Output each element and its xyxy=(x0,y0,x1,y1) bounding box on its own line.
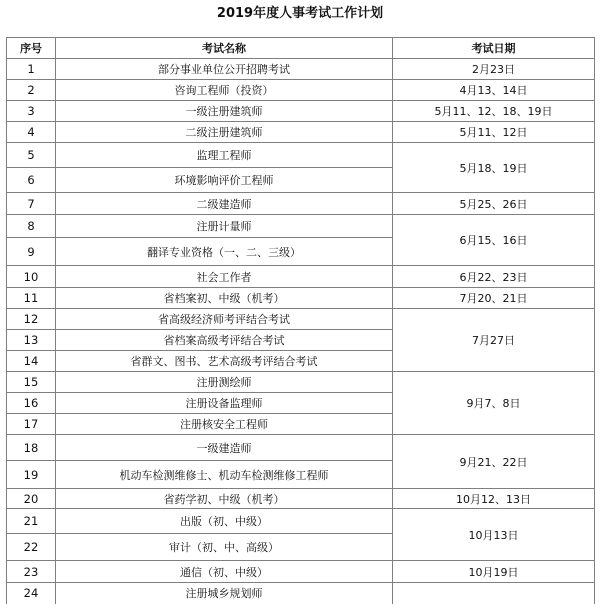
row-number: 17 xyxy=(7,414,56,435)
row-number: 12 xyxy=(7,309,56,330)
table-row xyxy=(7,288,595,309)
row-number: 11 xyxy=(7,288,56,309)
row-number: 18 xyxy=(7,435,56,461)
exam-date: 4月13、14日 xyxy=(393,80,595,101)
exam-date: 10月19日 xyxy=(393,561,595,583)
table-row xyxy=(7,509,595,534)
table-row xyxy=(7,561,595,583)
exam-date: 9月21、22日 xyxy=(393,435,595,489)
exam-name: 二级建造师 xyxy=(56,193,393,215)
exam-name: 审计（初、中、高级） xyxy=(56,534,393,561)
exam-name: 省高级经济师考评结合考试 xyxy=(56,309,393,330)
exam-name: 监理工程师 xyxy=(56,143,393,168)
exam-name: 注册测绘师 xyxy=(56,372,393,393)
exam-date: 6月22、23日 xyxy=(393,266,595,288)
exam-date: 10月13日 xyxy=(393,509,595,561)
table-row xyxy=(7,143,595,168)
row-number: 3 xyxy=(7,101,56,122)
exam-name: 注册计量师 xyxy=(56,215,393,238)
row-number: 24 xyxy=(7,583,56,604)
row-number: 8 xyxy=(7,215,56,238)
table-row xyxy=(7,489,595,509)
exam-date: 7月20、21日 xyxy=(393,288,595,309)
row-number: 14 xyxy=(7,351,56,372)
table-row xyxy=(7,309,595,330)
table-row xyxy=(7,193,595,215)
exam-name: 注册核安全工程师 xyxy=(56,414,393,435)
row-number: 6 xyxy=(7,168,56,193)
exam-name: 二级注册建筑师 xyxy=(56,122,393,143)
header-no: 序号 xyxy=(7,38,56,59)
exam-schedule-table xyxy=(6,37,595,604)
table-row xyxy=(7,59,595,80)
row-number: 2 xyxy=(7,80,56,101)
header-date: 考试日期 xyxy=(393,38,595,59)
table-row xyxy=(7,101,595,122)
exam-date: 5月18、19日 xyxy=(393,143,595,193)
table-row xyxy=(7,215,595,238)
table-row xyxy=(7,583,595,604)
exam-name: 注册设备监理师 xyxy=(56,393,393,414)
table-row xyxy=(7,266,595,288)
exam-name: 省档案初、中级（机考） xyxy=(56,288,393,309)
row-number: 19 xyxy=(7,461,56,489)
exam-date: 6月15、16日 xyxy=(393,215,595,266)
exam-name: 一级注册建筑师 xyxy=(56,101,393,122)
exam-name: 通信（初、中级） xyxy=(56,561,393,583)
exam-name: 咨询工程师（投资） xyxy=(56,80,393,101)
exam-name: 翻译专业资格（一、二、三级） xyxy=(56,238,393,266)
header-name: 考试名称 xyxy=(56,38,393,59)
table-row xyxy=(7,80,595,101)
exam-date xyxy=(393,583,595,604)
row-number: 1 xyxy=(7,59,56,80)
table-row xyxy=(7,372,595,393)
table-row xyxy=(7,435,595,461)
exam-name: 一级建造师 xyxy=(56,435,393,461)
exam-date: 10月12、13日 xyxy=(393,489,595,509)
exam-date: 5月11、12日 xyxy=(393,122,595,143)
row-number: 13 xyxy=(7,330,56,351)
exam-date: 5月25、26日 xyxy=(393,193,595,215)
row-number: 22 xyxy=(7,534,56,561)
exam-date: 5月11、12、18、19日 xyxy=(393,101,595,122)
page-title: 2019年度人事考试工作计划 xyxy=(216,6,384,21)
row-number: 10 xyxy=(7,266,56,288)
exam-date: 9月7、8日 xyxy=(393,372,595,435)
exam-name: 社会工作者 xyxy=(56,266,393,288)
exam-name: 注册城乡规划师 xyxy=(56,583,393,604)
exam-date: 2月23日 xyxy=(393,59,595,80)
row-number: 15 xyxy=(7,372,56,393)
row-number: 21 xyxy=(7,509,56,534)
row-number: 5 xyxy=(7,143,56,168)
exam-date: 7月27日 xyxy=(393,309,595,372)
row-number: 16 xyxy=(7,393,56,414)
exam-name: 省药学初、中级（机考） xyxy=(56,489,393,509)
row-number: 4 xyxy=(7,122,56,143)
exam-name: 出版（初、中级） xyxy=(56,509,393,534)
exam-name: 机动车检测维修士、机动车检测维修工程师 xyxy=(56,461,393,489)
row-number: 20 xyxy=(7,489,56,509)
row-number: 23 xyxy=(7,561,56,583)
table-row xyxy=(7,122,595,143)
row-number: 7 xyxy=(7,193,56,215)
table-header-row xyxy=(7,38,595,59)
exam-name: 环境影响评价工程师 xyxy=(56,168,393,193)
exam-name: 省群文、图书、艺术高级考评结合考试 xyxy=(56,351,393,372)
row-number: 9 xyxy=(7,238,56,266)
exam-name: 省档案高级考评结合考试 xyxy=(56,330,393,351)
exam-name: 部分事业单位公开招聘考试 xyxy=(56,59,393,80)
